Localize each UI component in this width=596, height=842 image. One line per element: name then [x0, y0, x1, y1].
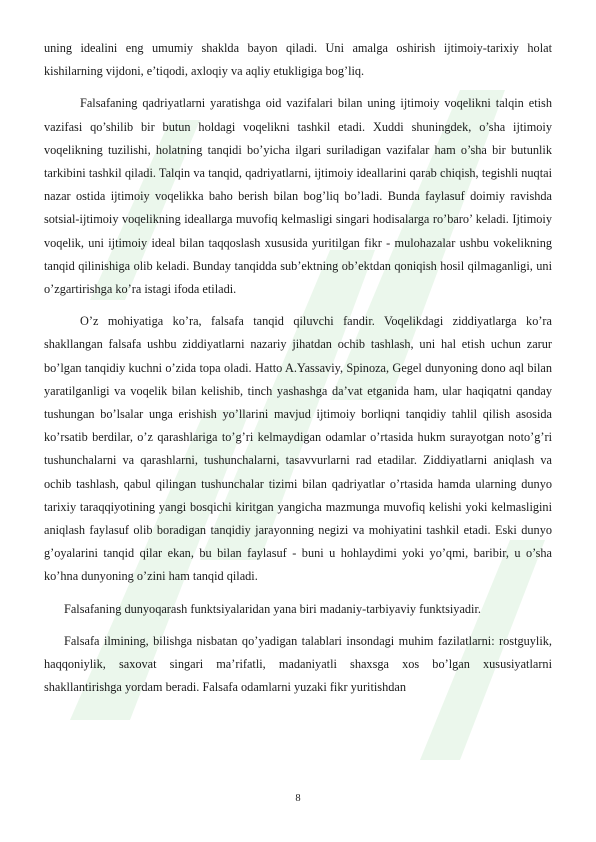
paragraph: O’z mohiyatiga ko’ra, falsafa tanqid qiluvchi fandir. Voqelikdagi ziddiyatlarga ko’ra shakllangan falsafa ushbu ziddiyatlarni nazariy jihatdan ochib tashlash, uni hal etish uchun zarur bo’lgan tanqidiy kuchni o’zida topa oladi. Hatto A.Yassaviy, Spinoza, Gegel dunyoning dono aql bilan yaratilganligi va voqelik bilan kelishib, tinch yashashga da’vat etganida ham, ular haqiqatni qanday tushungan bo’lsalar unga erishish yo’llarini mavjud ijtimoiy borliqni tanqidiy tahlil qilish asosida ko’rsatib berdilar, o’z qarashlariga to’g’ri kelmaydigan odamlar o’rtasida hukm surayotgan noto’g’ri tushunchalarni va qarashlarni, tushunchalarni, tasavvurlarni rad etadilar. Ziddiyatlarni aniqlash va ochib tashlash, qabul qilingan tushunchalar tizimi bilan qadriyatlar o’rtasida hamda ularning dunyo tarixiy taraqqiyotining yangi bosqichi kiritgan yangicha mazmunga muvofiq kelishi yoki kelmasligini aniqlash faylasuf olib boradigan tanqidiy jarayonning negizi va mohiyatini tashkil etadi. Eski dunyo g’oyalarini tanqid qilar ekan, bu bilan faylasuf - buni u hohlaydimi yoki yo’qmi, baribir, u o’sha ko’hna dunyoning o’zini ham tanqid qiladi.	[44, 314, 552, 584]
paragraph: uning idealini eng umumiy shaklda bayon qiladi. Uni amalga oshirish ijtimoiy-tarixiy holat kishilarning vijdoni, e’tiqodi, axloqiy va aqliy etukligiga bog’liq.	[44, 41, 552, 79]
paragraph: Falsafa ilmining, bilishga nisbatan qo’yadigan talablari insondagi muhim fazilatlarni: rostguylik, haqqoniylik, saxovat singari ma’rifatli, madaniyatli shaxsga xos bo’lgan xususiyatlarni shakllantirishga yordam beradi. Falsafa odamlarni yuzaki fikr yuritishdan	[44, 633, 552, 695]
paragraph: Falsafaning dunyoqarash funktsiyalaridan yana biri madaniy-tarbiyaviy funktsiyadir.	[64, 601, 481, 616]
paragraph: Falsafaning qadriyatlarni yaratishga oid vazifalari bilan uning ijtimoiy voqelikni talqin etish vazifasi qo’shilib bir butun holdagi voqelikni tashkil etadi. Xuddi shuningdek, o’sha ijtimoiy voqelikning tuzilishi, holatning tanqidi bo’yicha ilgari suriladigan vazifalar ham o’sha bir butunlik tarkibini tashkil qiladi. Talqin va tanqid, qadriyatlarni, ijtimoiy ideallarini qarab chiqish, tegishli nuqtai nazar ostida ijtimoiy voqelikka baho berish bilan bog’liq bo’ladi. Bunda faylasuf doimiy ravishda sotsial-ijtimoiy voqelikning ideallarga muvofiq kelmasligi singari hodisalarga ro’baro’ keladi. Ijtimoiy voqelik, uni ijtimoiy ideal bilan taqqoslash xususida yuritilgan fikr - mulohazalar ushbu vokelikning tanqid qilinishiga olib keladi. Bunday tanqidda sub’ektning ob’ektdan qoniqish hosil qilmaganligi, uni o’zgartirishga ko’ra istagi ifoda etiladi.	[44, 96, 552, 297]
document-body	[44, 37, 552, 699]
page-number: 8	[295, 793, 301, 804]
